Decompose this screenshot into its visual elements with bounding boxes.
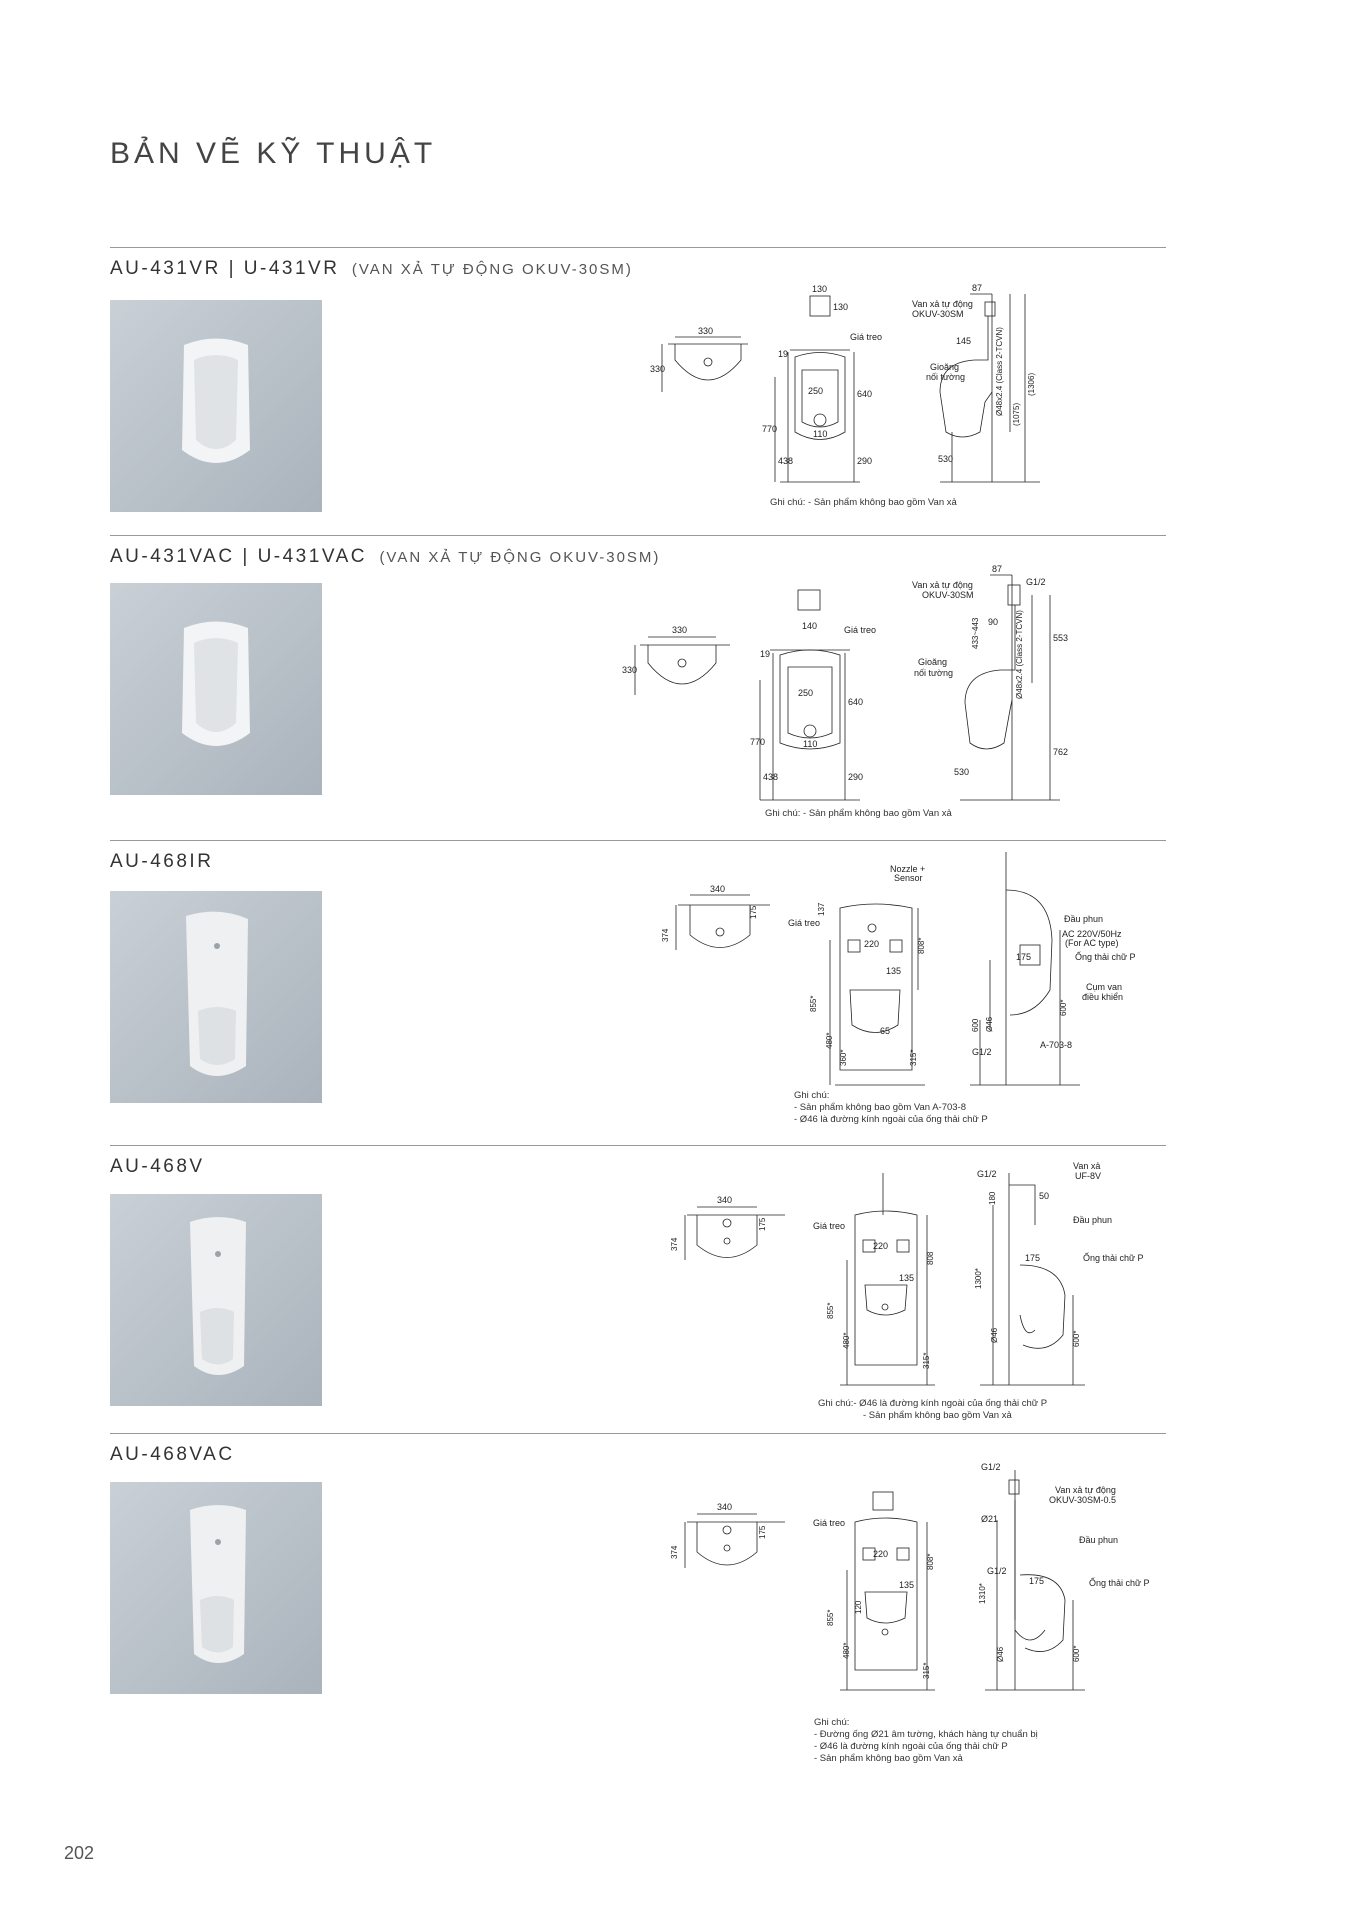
label-nozzle-2: Sensor <box>894 873 923 883</box>
urinal-illustration <box>110 300 322 512</box>
technical-drawing-au-468v <box>670 1161 1165 1395</box>
label-gasket-1: Gioăng <box>930 362 960 372</box>
dim-770: 770 <box>750 737 766 747</box>
dim-depth: 330 <box>650 364 666 374</box>
label-pipe: Ø48x2.4 (Class 2-TCVN) <box>995 327 1004 416</box>
dim-175: 175 <box>749 905 758 919</box>
page-title: BẢN VẼ KỸ THUẬT <box>110 137 437 170</box>
label-g12b: G1/2 <box>987 1566 1007 1576</box>
dim-640: 640 <box>857 389 873 399</box>
dim-600s: 600* <box>1059 999 1068 1016</box>
dim-315: 315* <box>909 1049 918 1066</box>
label-bracket: Giá treo <box>813 1221 846 1231</box>
dim-135: 135 <box>899 1580 915 1590</box>
dim-outlet: 110 <box>813 429 828 439</box>
urinal-illustration <box>110 1194 322 1406</box>
dim-19: 19 <box>778 349 789 359</box>
technical-drawing-au-431vr <box>640 282 1160 512</box>
drawing-note <box>765 808 952 820</box>
technical-drawing-au-468vac <box>670 1460 1165 1700</box>
note-line: - Sản phẩm không bao gồm Van A-703-8 <box>794 1102 966 1113</box>
dim-480: 480* <box>842 1332 851 1349</box>
dim-438: 438 <box>763 772 779 782</box>
dim-640: 640 <box>848 697 864 707</box>
label-valve-1: Van xả tự động <box>1055 1485 1116 1495</box>
note-line: Ghi chú: <box>794 1090 830 1101</box>
dim-width: 340 <box>710 884 726 894</box>
label-ac-2: (For AC type) <box>1065 938 1119 948</box>
dim-480: 480* <box>842 1642 851 1659</box>
label-cv-2: điều khiển <box>1082 992 1124 1002</box>
drawing-note <box>794 1090 988 1126</box>
label-valve: Van xả tự động <box>912 299 973 309</box>
note-line: Ghi chú: - Sản phẩm không bao gồm Van xả <box>765 808 952 819</box>
dim-19: 19 <box>760 649 771 659</box>
section-header <box>110 1156 205 1178</box>
dim-175: 175 <box>1025 1253 1041 1263</box>
section-header <box>110 258 633 280</box>
model-name: AU-468VAC <box>110 1444 235 1465</box>
label-ac-1: AC 220V/50Hz <box>1062 929 1122 939</box>
label-valve: Van xả tự động <box>912 580 973 590</box>
dim-inner: 250 <box>808 386 824 396</box>
dim-315: 315* <box>922 1662 931 1679</box>
dim-175: 175 <box>1029 1576 1045 1586</box>
valve-note: (VAN XẢ TỰ ĐỘNG OKUV-30SM) <box>379 549 661 566</box>
dim-1075: (1075) <box>1012 402 1021 426</box>
dim-855: 855* <box>826 1609 835 1626</box>
dim-530: 530 <box>938 454 954 464</box>
dim-600s: 600* <box>1072 1645 1081 1662</box>
dim-175: 175 <box>1016 952 1032 962</box>
dim-553: 553 <box>1053 633 1069 643</box>
section-header <box>110 546 660 568</box>
dim-inner: 220 <box>873 1241 889 1251</box>
dim-depth: 374 <box>670 1545 679 1559</box>
label-ptrap: Ống thải chữ P <box>1089 1578 1150 1588</box>
urinal-illustration <box>110 1482 322 1694</box>
dim-87: 87 <box>992 564 1003 574</box>
dim-inner: 220 <box>873 1549 889 1559</box>
section-header <box>110 851 213 873</box>
label-bracket: Giá treo <box>788 918 821 928</box>
model-name: AU-468IR <box>110 851 214 872</box>
urinal-photo <box>110 1482 322 1694</box>
dim-width: 330 <box>672 625 688 635</box>
label-bracket: Giá treo <box>813 1518 846 1528</box>
dim-530: 530 <box>954 767 970 777</box>
urinal-photo <box>110 891 322 1103</box>
dim-290: 290 <box>857 456 873 466</box>
note-line: Ghi chú:- Ø46 là đường kính ngoài của ống thải chữ P <box>818 1398 1048 1409</box>
drawing-note <box>818 1398 1047 1422</box>
dim-175: 175 <box>758 1525 767 1539</box>
label-g12: G1/2 <box>977 1169 997 1179</box>
dim-width: 330 <box>698 326 714 336</box>
dim-50: 50 <box>1039 1191 1050 1201</box>
dim-175: 175 <box>758 1217 767 1231</box>
label-valve-model: OKUV-30SM <box>922 590 974 600</box>
dim-outlet: 110 <box>803 739 818 749</box>
label-bracket: Giá treo <box>844 625 877 635</box>
dim-width: 340 <box>717 1195 733 1205</box>
label-cv-1: Cụm van <box>1086 982 1123 992</box>
label-g12: G1/2 <box>981 1462 1001 1472</box>
label-valve-1: Van xả <box>1073 1161 1101 1171</box>
dim-65: 65 <box>880 1026 891 1036</box>
label-ptrap: Ống thải chữ P <box>1083 1253 1144 1263</box>
label-gasket-2: nối tường <box>914 668 953 678</box>
note-line: - Đường ống Ø21 âm tường, khách hàng tự chuẩn bị <box>814 1729 1038 1740</box>
label-valve-model: OKUV-30SM <box>912 309 964 319</box>
dim-depth: 330 <box>622 665 638 675</box>
dim-135: 135 <box>886 966 902 976</box>
note-line: - Ø46 là đường kính ngoài của ống thải chữ P <box>814 1741 1008 1752</box>
model-name: AU-431VR | U-431VR <box>110 258 340 279</box>
label-spray: Đầu phun <box>1079 1535 1119 1545</box>
note-line: - Ø46 là đường kính ngoài của ống thải chữ P <box>794 1114 988 1125</box>
dim-600s: 600* <box>1072 1330 1081 1347</box>
dim-433: 433~443 <box>971 617 980 649</box>
dim-depth: 374 <box>661 928 670 942</box>
page-number: 202 <box>64 1843 95 1863</box>
dim-180: 180 <box>988 1191 997 1205</box>
dim-770: 770 <box>762 424 778 434</box>
dim-1310: 1310* <box>978 1583 987 1604</box>
dim-360: 360* <box>839 1049 848 1066</box>
urinal-photo <box>110 300 322 512</box>
label-spray: Đầu phun <box>1073 1215 1113 1225</box>
urinal-photo <box>110 1194 322 1406</box>
label-pipe: Ø48x2.4 (Class 2-TCVN) <box>1015 610 1024 699</box>
technical-drawing-au-468ir <box>650 850 1160 1090</box>
dim-plate-height: 130 <box>833 302 849 312</box>
dim-width: 340 <box>717 1502 733 1512</box>
dim-137: 137 <box>817 902 826 916</box>
dim-plate-width: 130 <box>812 284 828 294</box>
dim-1300: 1300* <box>974 1268 983 1289</box>
dim-depth: 374 <box>670 1237 679 1251</box>
dim-808: 808 <box>926 1251 935 1265</box>
dim-plate-width: 140 <box>802 621 818 631</box>
label-g12: G1/2 <box>1026 577 1046 587</box>
dim-855: 855* <box>809 995 818 1012</box>
dim-855: 855* <box>826 1302 835 1319</box>
label-ptrap: Ống thải chữ P <box>1075 952 1136 962</box>
label-spray: Đầu phun <box>1064 914 1104 924</box>
note-line: - Sản phẩm không bao gồm Van xả <box>814 1753 963 1764</box>
label-g12: G1/2 <box>972 1047 992 1057</box>
dim-315: 315* <box>922 1352 931 1369</box>
dim-46: Ø46 <box>996 1646 1005 1662</box>
label-bracket: Giá treo <box>850 332 883 342</box>
note-line: Ghi chú: - Sản phẩm không bao gồm Van xả <box>770 497 957 508</box>
model-name: AU-431VAC | U-431VAC <box>110 546 367 567</box>
drawing-note <box>770 497 957 509</box>
dim-145: 145 <box>956 336 972 346</box>
label-valve-2: UF-8V <box>1075 1171 1102 1181</box>
label-nozzle-1: Nozzle + <box>890 864 926 874</box>
dim-inner: 220 <box>864 939 880 949</box>
dim-87: 87 <box>972 283 983 293</box>
valve-note: (VAN XẢ TỰ ĐỘNG OKUV-30SM) <box>351 261 633 278</box>
dim-21: Ø21 <box>981 1514 999 1524</box>
dim-438: 438 <box>778 456 794 466</box>
dim-120: 120 <box>854 1600 863 1614</box>
dim-135: 135 <box>899 1273 915 1283</box>
urinal-illustration <box>110 891 322 1103</box>
label-gasket-1: Gioăng <box>918 657 948 667</box>
label-gasket-2: nối tường <box>926 372 965 382</box>
label-valve-model: A-703-8 <box>1040 1040 1073 1050</box>
dim-90: 90 <box>988 617 999 627</box>
technical-drawing-au-431vac <box>620 545 1160 815</box>
dim-46: Ø46 <box>985 1016 994 1032</box>
dim-46: Ø46 <box>990 1327 999 1343</box>
section-header <box>110 1444 235 1466</box>
dim-762: 762 <box>1053 747 1069 757</box>
drawing-note <box>814 1717 1038 1765</box>
model-name: AU-468V <box>110 1156 205 1177</box>
label-valve-2: OKUV-30SM-0.5 <box>1049 1495 1117 1505</box>
dim-1306: (1306) <box>1027 372 1036 396</box>
note-line: Ghi chú: <box>814 1717 850 1728</box>
dim-600: 600 <box>971 1018 980 1032</box>
note-line: - Sản phẩm không bao gồm Van xả <box>863 1410 1012 1421</box>
dim-808: 808* <box>917 937 926 954</box>
dim-290: 290 <box>848 772 864 782</box>
urinal-illustration <box>110 583 322 795</box>
dim-480: 480* <box>825 1032 834 1049</box>
dim-inner: 250 <box>798 688 814 698</box>
dim-808: 808* <box>926 1553 935 1570</box>
urinal-photo <box>110 583 322 795</box>
